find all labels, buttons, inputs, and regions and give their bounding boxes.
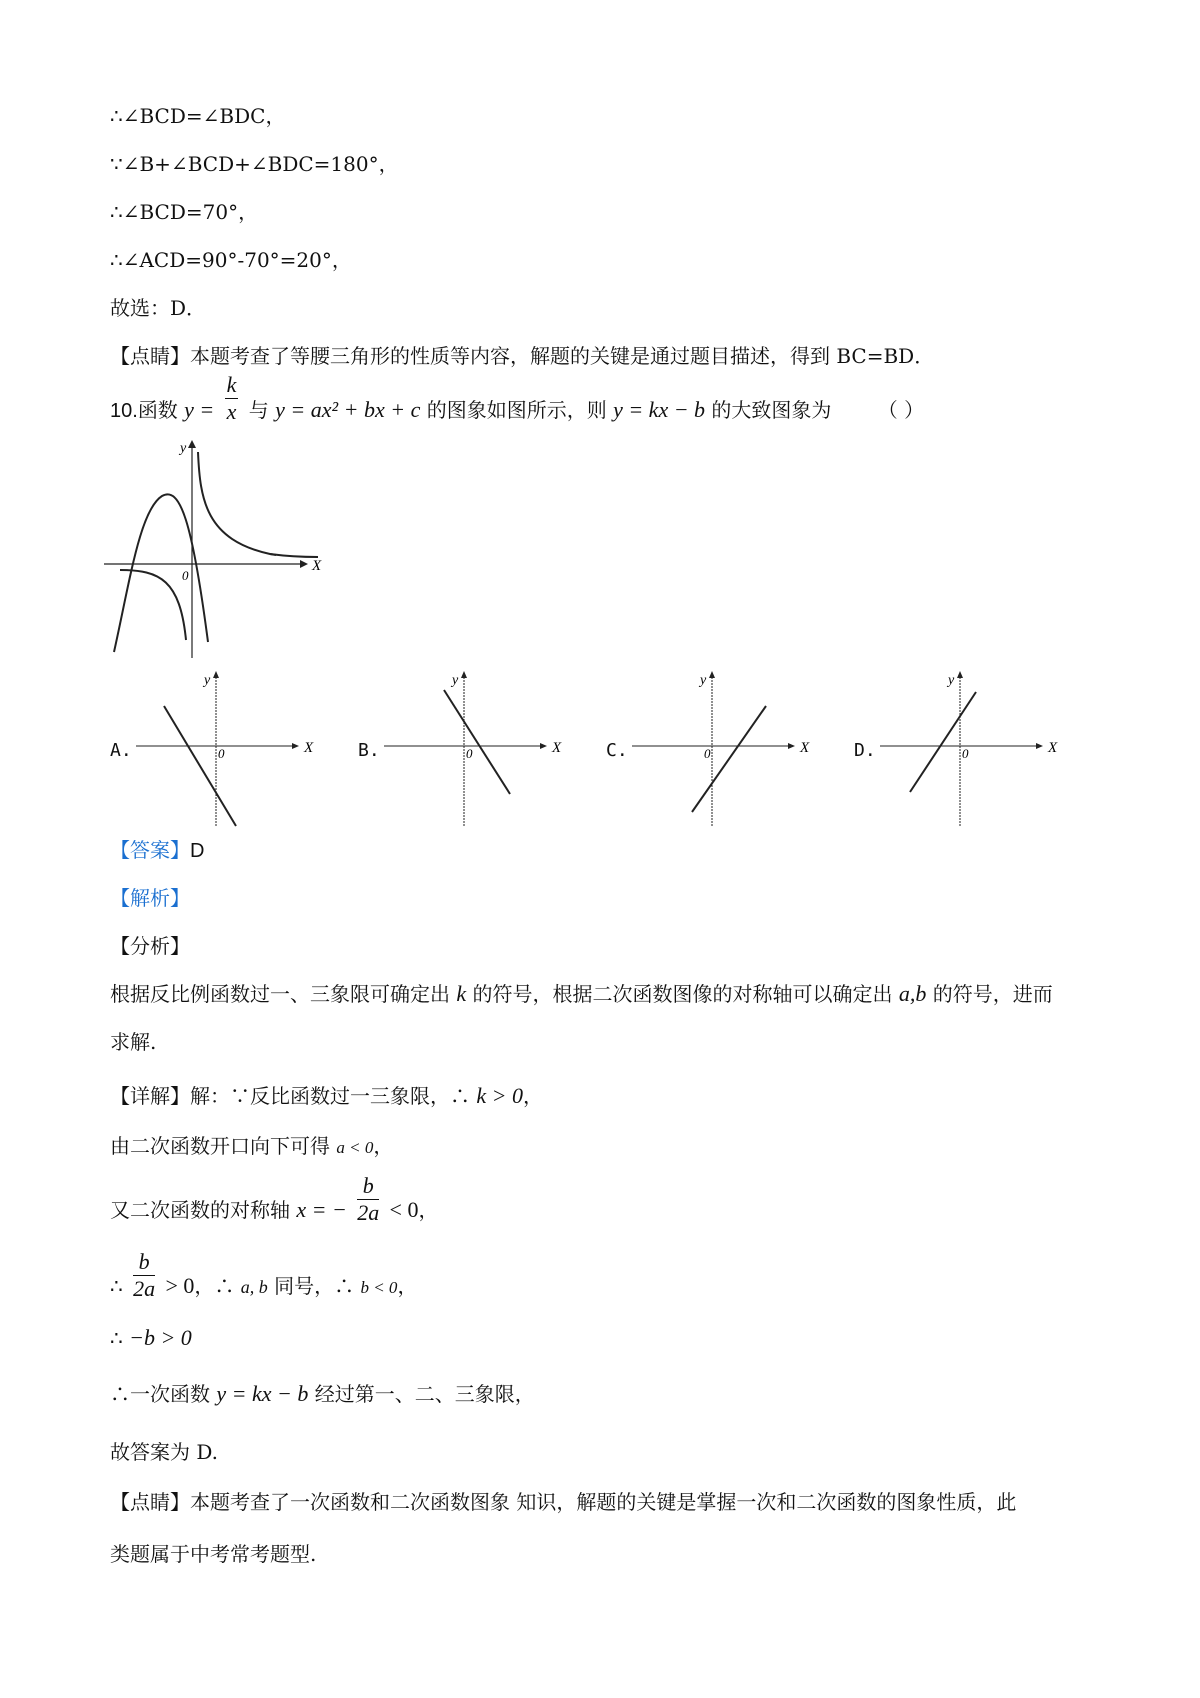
option-a-label[interactable]: A. [110,740,132,761]
answer-line [110,836,204,865]
fraction-denominator: x [226,399,237,424]
math-expr: x = − [296,1197,347,1222]
question-text: 函数 [137,398,178,422]
dianjing-line-2 [110,1488,1016,1516]
answer-tag: 【答案】 [110,838,190,862]
math-expr: a < 0 [336,1138,374,1157]
option-c-label[interactable]: C. [606,740,628,761]
x-axis-arrow [1036,743,1043,749]
fenxi-line-1 [110,980,1053,1008]
dianjing-tag: 【点睛】 [110,1490,190,1514]
text-line: ∴∠BCD=∠BDC， [110,104,286,128]
parabola [114,494,208,652]
dianjing-line-1 [110,342,934,370]
origin-label: 0 [466,746,473,761]
hyperbola-branch-1-tail [270,554,318,557]
origin-label: 0 [962,746,969,761]
math-expr: b < 0 [360,1278,398,1297]
detail-line-2 [110,1132,393,1162]
detail-text: ∴ [110,1326,123,1350]
math-expr: a,b [898,981,927,1006]
question-text: 的图象如图所示，则 [426,398,607,422]
detail-tag: 【详解】 [110,1084,190,1108]
dianjing-text: 本题考查了等腰三角形的性质等内容，解题的关键是通过题目描述，得到 BC=BD． [190,344,935,368]
x-axis-label: X [304,740,314,756]
y-axis-label: y [452,673,459,688]
math-expr: y = ax² + bx + c [275,397,421,422]
question-10 [110,372,925,425]
option-b-label[interactable]: B. [358,740,380,761]
main-graph [100,440,320,660]
y-axis-label: y [700,673,707,688]
math-expr: y = kx − b [216,1381,309,1406]
detail-line-3 [110,1173,439,1226]
detail-text: 由二次函数开口向下可得 [110,1134,330,1158]
option-c-graph[interactable] [626,670,810,830]
question-number: 10. [110,400,138,422]
question-text: 的大致图象为 [711,398,832,422]
option-d-label[interactable]: D. [854,740,876,761]
fenxi-text: 根据反比例函数过一、三象限可确定出 [110,982,450,1006]
option-b-graph[interactable] [378,670,562,830]
fraction-denominator: 2a [357,1200,380,1225]
line-graph [444,690,510,794]
math-expr: a, b [240,1277,268,1297]
x-axis-label: X [1048,740,1058,756]
option-d-graph[interactable] [874,670,1058,830]
detail-text: 又二次函数的对称轴 [110,1198,290,1222]
option-a-graph[interactable] [130,670,314,830]
detail-line-5 [110,1324,192,1352]
fraction [133,1249,155,1302]
math-expr: k > 0 [476,1083,523,1108]
question-text: 与 [248,398,269,422]
dianjing-tag: 【点睛】 [110,344,190,368]
y-axis-label: y [948,673,955,688]
math-expr: < 0 [389,1197,419,1222]
detail-text: 经过第一、二、三象限， [314,1382,535,1406]
text-line: ∴∠ACD=90°-70°=20°， [110,248,352,272]
x-axis-arrow [788,743,795,749]
y-axis-arrow [709,671,715,678]
x-axis-arrow [300,560,308,568]
answer-paren: （ ） [877,398,925,422]
detail-text: ， [522,1084,543,1108]
fraction-numerator: b [133,1249,155,1276]
fraction-denominator: 2a [133,1276,156,1301]
detail-text: ， [397,1274,418,1298]
x-axis-label: X [800,740,810,756]
y-axis-label: y [180,441,187,456]
fraction-numerator: k [226,372,237,397]
dianjing-line-3: 类题属于中考常考题型. [110,1542,317,1566]
math-expr: y = kx − b [613,397,706,422]
math-expr: > 0 [165,1273,195,1298]
detail-line-7: 故答案为 D. [110,1440,219,1464]
text-line: ∴∠BCD=70°， [110,200,259,224]
y-axis-arrow [461,671,467,678]
fraction-numerator: b [357,1173,379,1200]
fraction [225,372,239,425]
detail-text: 解：∵反比函数过一三象限，∴ [190,1084,470,1108]
x-axis-arrow [292,743,299,749]
fenxi-tag: 【分析】 [110,934,190,958]
dianjing-text: 本题考查了一次函数和二次函数图象 知识，解题的关键是掌握一次和二次函数的图象性质，此 [190,1490,1017,1514]
detail-text: ，∴ [194,1274,235,1298]
analysis-tag: 【解析】 [110,886,190,910]
text-line: 故选：D． [110,296,207,320]
math-expr: −b > 0 [129,1325,192,1350]
detail-text: ， [373,1134,394,1158]
detail-line-6 [110,1380,535,1408]
line-graph [910,692,976,792]
y-axis-arrow [188,440,196,448]
origin-label: 0 [182,568,189,583]
math-expr: k [456,981,467,1006]
detail-line-1 [110,1082,543,1110]
x-axis-arrow [540,743,547,749]
fraction [357,1173,379,1226]
origin-label: 0 [218,746,225,761]
y-axis-arrow [213,671,219,678]
detail-text: ， [418,1198,439,1222]
answer-value: D [190,840,205,862]
detail-text: ∴ [110,1274,123,1298]
detail-line-4 [110,1249,418,1302]
origin-label: 0 [704,746,711,761]
text-line: ∵∠B+∠BCD+∠BDC=180°， [110,152,399,176]
y-axis-arrow [957,671,963,678]
detail-text: 同号，∴ [274,1274,355,1298]
x-axis-label: X [552,740,562,756]
fenxi-text: 的符号，根据二次函数图像的对称轴可以确定出 [472,982,893,1006]
y-axis-label: y [204,673,211,688]
fenxi-line-2: 求解. [110,1030,157,1054]
detail-text: ∴一次函数 [110,1382,210,1406]
hyperbola-branch-1 [198,452,276,555]
math-expr: y = [184,397,215,422]
x-axis-label: X [312,558,322,574]
line-graph [164,706,236,826]
fenxi-text: 的符号，进而 [932,982,1053,1006]
